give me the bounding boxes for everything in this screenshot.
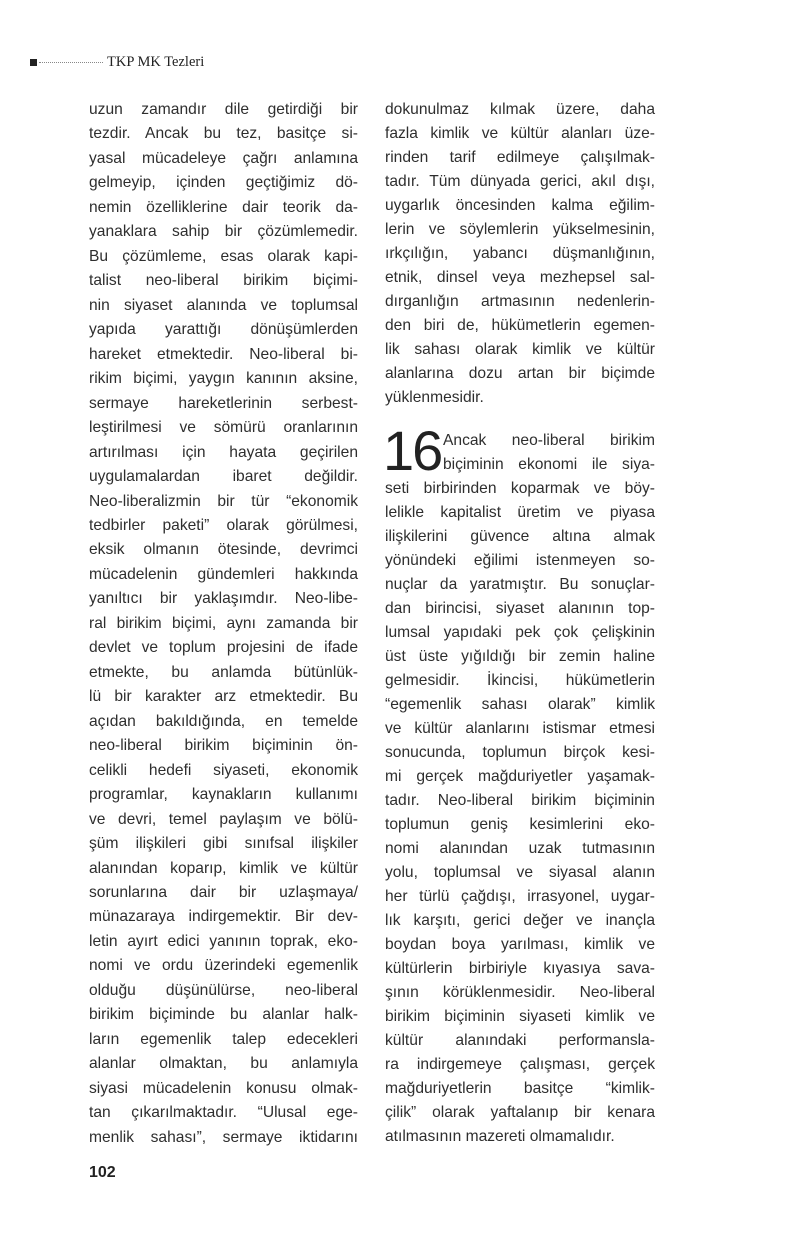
text-line: uzun zamandır dile getirdiği bir xyxy=(89,101,358,118)
text-line: tedbirler paketi” olarak görülmesi, xyxy=(89,516,358,534)
text-line: yasal mücadeleye çağrı anlamına xyxy=(89,149,358,167)
text-line: lü bir karakter arz etmektedir. Bu xyxy=(89,688,358,706)
text-line: her türlü çağdışı, irrasyonel, uygar- xyxy=(385,888,655,905)
running-header xyxy=(30,52,204,72)
text-line: seti birbirinden koparmak ve böy- xyxy=(385,480,655,497)
text-line: rikim biçimi, yaygın kanının aksine, xyxy=(89,370,358,388)
text-line: dokunulmaz kılmak üzere, daha xyxy=(385,101,655,118)
text-line: eksik olmanın ötesinde, devrimci xyxy=(89,541,358,559)
text-line: tezdir. Ancak bu tez, basitçe si- xyxy=(89,125,358,143)
text-line: mücadelenin gündemleri hakkında xyxy=(89,565,358,583)
text-line: lelikle kapitalist üretim ve piyasa xyxy=(385,504,655,521)
right-column xyxy=(385,98,655,1149)
text-line: uygarlık öncesinden kalma eğilim- xyxy=(385,197,655,214)
header-title: TKP MK Tezleri xyxy=(107,53,205,70)
text-line: letin ayırt edici yanının toprak, eko- xyxy=(89,932,358,950)
text-line: etmekte, bu anlamda bütünlük- xyxy=(89,663,358,681)
text-line: nin siyaset alanında ve toplumsal xyxy=(89,296,358,314)
text-line: sorunlarına dair bir uzlaşmaya/ xyxy=(89,884,358,901)
text-line: gelmesidir. İkincisi, hükümetlerin xyxy=(385,672,655,689)
header-square-icon xyxy=(30,59,37,66)
text-line: sonucunda, toplumun birçok kesi- xyxy=(385,744,655,761)
text-line: nemin özelliklerine dair teorik da- xyxy=(89,198,358,216)
text-line: Neo-liberalizmin bir tür “ekonomik xyxy=(89,492,358,510)
text-line: nuçlar da yaratmıştır. Bu sonuçlar- xyxy=(385,576,655,593)
text-line: yanıltıcı bir yaklaşımdır. Neo-libe- xyxy=(89,590,358,608)
text-line: yönündeki eğilimi istenmeyen so- xyxy=(385,552,655,569)
text-line: yolu, toplumsal ve siyasal alanın xyxy=(385,864,655,881)
paragraph-1 xyxy=(385,98,655,410)
text-line: olduğu düşünülürse, neo-liberal xyxy=(89,981,358,999)
text-line: siyasi mücadelenin konusu olmak- xyxy=(89,1079,358,1097)
text-line: lerin ve söylemlerin yükselmesinin, xyxy=(385,221,655,238)
text-line: şüm ilişkileri gibi sınıfsal ilişkiler xyxy=(89,835,358,853)
text-line: ve kültür alanlarını istismar etmesi xyxy=(385,720,655,737)
text-line: biçiminin ekonomi ile siya- xyxy=(443,456,655,473)
text-line: toplumun geniş kesimlerini eko- xyxy=(385,816,655,833)
text-line: üst üste yığıldığı bir zemin haline xyxy=(385,648,655,665)
text-line: menlik sahası”, sermaye iktidarını xyxy=(89,1128,358,1146)
header-dotted-rule xyxy=(39,62,103,63)
text-line: mi gerçek mağduriyetler yaşamak- xyxy=(385,768,655,785)
text-line: lık karşıtı, gerici değer ve inançla xyxy=(385,912,655,929)
text-line: fazla kimlik ve kültür alanları üze- xyxy=(385,125,655,142)
paragraph-16 xyxy=(383,419,655,1149)
text-line: den biri de, hükümetlerin egemen- xyxy=(385,317,655,334)
text-line: kültür alanındaki performansla- xyxy=(385,1032,655,1049)
text-line: leştirilmesi ve sömürü oranlarının xyxy=(89,419,358,437)
text-line: tan çıkarılmaktadır. “Ulusal ege- xyxy=(89,1104,358,1122)
text-line: boydan boya yarılması, kimlik ve xyxy=(385,936,655,953)
left-column xyxy=(89,98,358,1150)
text-line: Ancak neo-liberal birikim xyxy=(443,432,655,449)
text-line: ral birikim biçimi, aynı zamanda bir xyxy=(89,614,358,632)
text-line: artırılması için hayata geçirilen xyxy=(89,443,358,461)
text-line: devlet ve toplum projesini de ifade xyxy=(89,639,358,657)
text-line: neo-liberal birikim biçiminin ön- xyxy=(89,737,358,755)
text-line: celikli hedefi siyaseti, ekonomik xyxy=(89,761,358,779)
text-line: lik sahası olarak kimlik ve kültür xyxy=(385,341,655,358)
text-line: rinden tarif edilmeye çalışılmak- xyxy=(385,149,655,166)
text-line: şının körüklenmesidir. Neo-liberal xyxy=(385,984,655,1001)
text-line: tadır. Neo-liberal birikim biçiminin xyxy=(385,792,655,809)
text-line: ilişkilerini güvence altına almak xyxy=(385,528,655,545)
text-line: “egemenlik sahası olarak” kimlik xyxy=(385,696,655,713)
text-line: alanlar olmaktan, bu anlamıyla xyxy=(89,1055,358,1073)
paragraph-number: 16 xyxy=(383,419,442,482)
text-line: nomi ve ordu üzerindeki egemenlik xyxy=(89,957,358,975)
text-line: mağduriyetlerin basitçe “kimlik- xyxy=(385,1080,655,1097)
text-line: kültürlerin birbiriyle kıyasıya sava- xyxy=(385,960,655,977)
text-line: münazaraya indirgemektir. Bir dev- xyxy=(89,908,358,926)
text-line: alanından koparıp, kimlik ve kültür xyxy=(89,859,358,877)
text-line: talist neo-liberal birikim biçimi- xyxy=(89,272,358,290)
text-line: birikim biçiminde bu alanlar halk- xyxy=(89,1006,358,1024)
text-line: dırganlığın artmasının nedenlerin- xyxy=(385,293,655,310)
page-number: 102 xyxy=(89,1164,116,1181)
text-line: Bu çözümleme, esas olarak kapi- xyxy=(89,247,358,265)
text-line: yanaklara sahip bir çözümlemedir. xyxy=(89,223,358,241)
text-line: alanlarına dozu artan bir biçimde xyxy=(385,365,655,382)
text-line: çilik” olarak yaftalanıp bir kenara xyxy=(385,1104,655,1121)
text-line: dan birincisi, siyaset alanının top- xyxy=(385,600,655,617)
text-line: birikim biçiminin siyaseti kimlik ve xyxy=(385,1008,655,1025)
text-line: etnik, dinsel veya mezhepsel sal- xyxy=(385,269,655,286)
text-line: tadır. Tüm dünyada gerici, akıl dışı, xyxy=(385,173,655,190)
text-line: açıdan bakıldığında, en temelde xyxy=(89,712,358,730)
text-line: uygulamalardan ibaret değildir. xyxy=(89,468,358,486)
text-line: ra indirgemeye çalışması, gerçek xyxy=(385,1056,655,1073)
text-line: atılmasının mazereti olmamalıdır. xyxy=(385,1128,615,1145)
text-line: hareket etmektedir. Neo-liberal bi- xyxy=(89,345,358,363)
text-line: ve devri, temel paylaşım ve bölü- xyxy=(89,810,358,828)
text-line: lumsal yapıdaki pek çok çelişkinin xyxy=(385,624,655,641)
text-line: nomi alanından uzak tutmasının xyxy=(385,840,655,857)
text-line: yüklenmesidir. xyxy=(385,389,484,406)
text-line: gelmeyip, içinden geçtiğimiz dö- xyxy=(89,174,358,192)
text-line: sermaye hareketlerinin serbest- xyxy=(89,394,358,412)
text-line: ırkçılığın, yabancı düşmanlığının, xyxy=(385,245,655,262)
text-line: programlar, kaynakların kullanımı xyxy=(89,786,358,804)
text-line: yapıda yarattığı dönüşümlerden xyxy=(89,321,358,339)
text-line: ların egemenlik talep edecekleri xyxy=(89,1030,358,1048)
